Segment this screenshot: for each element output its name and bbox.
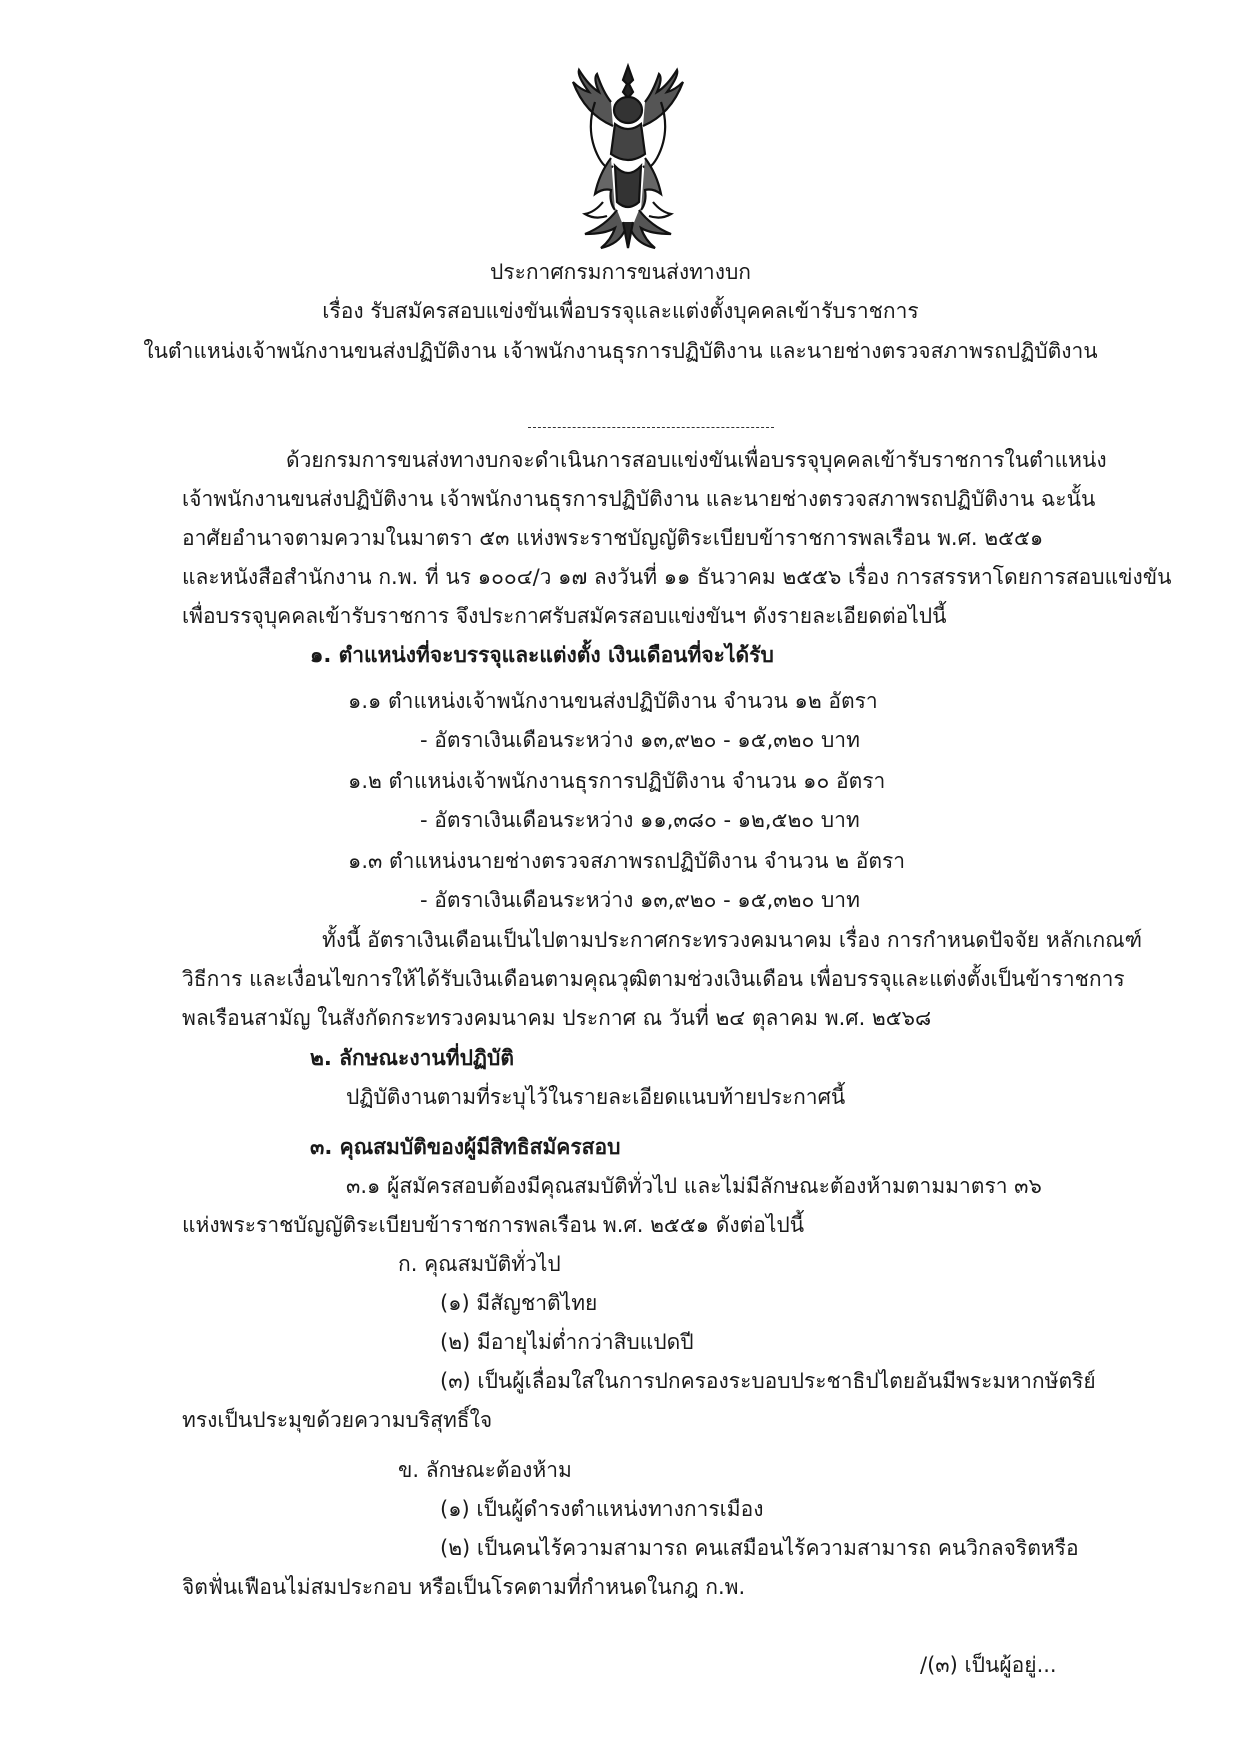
intro-line: เจ้าพนักงานขนส่งปฏิบัติงาน เจ้าพนักงานธุรการปฏิบัติงาน และนายช่างตรวจสภาพรถปฏิบัติงาน ฉะนั้น	[182, 487, 1096, 511]
general-qualifications-heading: ก. คุณสมบัติทั่วไป	[398, 1252, 561, 1276]
general-qualification-item: (๓) เป็นผู้เลื่อมใสในการปกครองระบอบประชาธิปไตยอันมีพระมหากษัตริย์	[440, 1369, 1096, 1393]
intro-line: และหนังสือสำนักงาน ก.พ. ที่ นร ๑๐๐๔/ว ๑๗ ลงวันที่ ๑๑ ธันวาคม ๒๕๕๖ เรื่อง การสรรหาโดยการสอบแข่งขัน	[182, 565, 1172, 589]
prohibited-item: จิตฟั่นเฟือนไม่สมประกอบ หรือเป็นโรคตามที่กำหนดในกฎ ก.พ.	[182, 1575, 746, 1599]
general-qualification-item: ทรงเป็นประมุขด้วยความบริสุทธิ์ใจ	[182, 1408, 493, 1432]
announcement-title: ประกาศกรมการขนส่งทางบก	[489, 260, 752, 284]
intro-line: เพื่อบรรจุบุคคลเข้ารับราชการ จึงประกาศรับสมัครสอบแข่งขันฯ ดังรายละเอียดต่อไปนี้	[182, 604, 947, 628]
section2-body: ปฏิบัติงานตามที่ระบุไว้ในรายละเอียดแนบท้ายประกาศนี้	[346, 1085, 846, 1109]
intro-line: อาศัยอำนาจตามความในมาตรา ๕๓ แห่งพระราชบัญญัติระเบียบข้าราชการพลเรือน พ.ศ. ๒๕๕๑	[182, 526, 1044, 550]
salary-range: - อัตราเงินเดือนระหว่าง ๑๓,๙๒๐ - ๑๕,๓๒๐ บาท	[420, 728, 860, 752]
general-qualification-item: (๑) มีสัญชาติไทย	[440, 1291, 598, 1315]
salary-range: - อัตราเงินเดือนระหว่าง ๑๑,๓๘๐ - ๑๒,๕๒๐ บาท	[420, 808, 860, 832]
qualification-line: ๓.๑ ผู้สมัครสอบต้องมีคุณสมบัติทั่วไป และไม่มีลักษณะต้องห้ามตามมาตรา ๓๖	[346, 1174, 1042, 1198]
section3-heading: ๓. คุณสมบัติของผู้มีสิทธิสมัครสอบ	[310, 1135, 621, 1159]
salary-note-line: ทั้งนี้ อัตราเงินเดือนเป็นไปตามประกาศกระทรวงคมนาคม เรื่อง การกำหนดปัจจัย หลักเกณฑ์	[322, 928, 1143, 952]
intro-line: ด้วยกรมการขนส่งทางบกจะดำเนินการสอบแข่งขันเพื่อบรรจุบุคคลเข้ารับราชการในตำแหน่ง	[286, 448, 1107, 472]
section2-heading: ๒. ลักษณะงานที่ปฏิบัติ	[310, 1046, 514, 1070]
section1-heading: ๑. ตำแหน่งที่จะบรรจุและแต่งตั้ง เงินเดือนที่จะได้รับ	[310, 643, 774, 667]
continuation-marker: /(๓) เป็นผู้อยู่...	[920, 1653, 1057, 1677]
position-item: ๑.๒ ตำแหน่งเจ้าพนักงานธุรการปฏิบัติงาน จำนวน ๑๐ อัตรา	[348, 769, 886, 793]
salary-range: - อัตราเงินเดือนระหว่าง ๑๓,๙๒๐ - ๑๕,๓๒๐ บาท	[420, 888, 860, 912]
position-item: ๑.๓ ตำแหน่งนายช่างตรวจสภาพรถปฏิบัติงาน จำนวน ๒ อัตรา	[348, 849, 906, 873]
prohibited-item: (๒) เป็นคนไร้ความสามารถ คนเสมือนไร้ความสามารถ คนวิกลจริตหรือ	[440, 1536, 1079, 1560]
garuda-emblem-icon	[555, 62, 701, 254]
general-qualification-item: (๒) มีอายุไม่ต่ำกว่าสิบแปดปี	[440, 1330, 694, 1354]
prohibited-item: (๑) เป็นผู้ดำรงตำแหน่งทางการเมือง	[440, 1497, 764, 1521]
position-item: ๑.๑ ตำแหน่งเจ้าพนักงานขนส่งปฏิบัติงาน จำนวน ๑๒ อัตรา	[348, 689, 878, 713]
title-divider	[528, 427, 774, 428]
announcement-subject: เรื่อง รับสมัครสอบแข่งขันเพื่อบรรจุและแต่งตั้งบุคคลเข้ารับราชการ	[322, 299, 919, 323]
salary-note-line: พลเรือนสามัญ ในสังกัดกระทรวงคมนาคม ประกาศ ณ วันที่ ๒๔ ตุลาคม พ.ศ. ๒๕๖๘	[182, 1006, 932, 1030]
prohibited-heading: ข. ลักษณะต้องห้าม	[398, 1458, 572, 1482]
announcement-positions: ในตำแหน่งเจ้าพนักงานขนส่งปฏิบัติงาน เจ้าพนักงานธุรการปฏิบัติงาน และนายช่างตรวจสภาพรถปฏิบัติงาน	[143, 339, 1098, 363]
salary-note-line: วิธีการ และเงื่อนไขการให้ได้รับเงินเดือนตามคุณวุฒิตามช่วงเงินเดือน เพื่อบรรจุและแต่งตั้งเป็นข้าราชการ	[182, 967, 1125, 991]
qualification-line: แห่งพระราชบัญญัติระเบียบข้าราชการพลเรือน พ.ศ. ๒๕๕๑ ดังต่อไปนี้	[182, 1213, 805, 1237]
